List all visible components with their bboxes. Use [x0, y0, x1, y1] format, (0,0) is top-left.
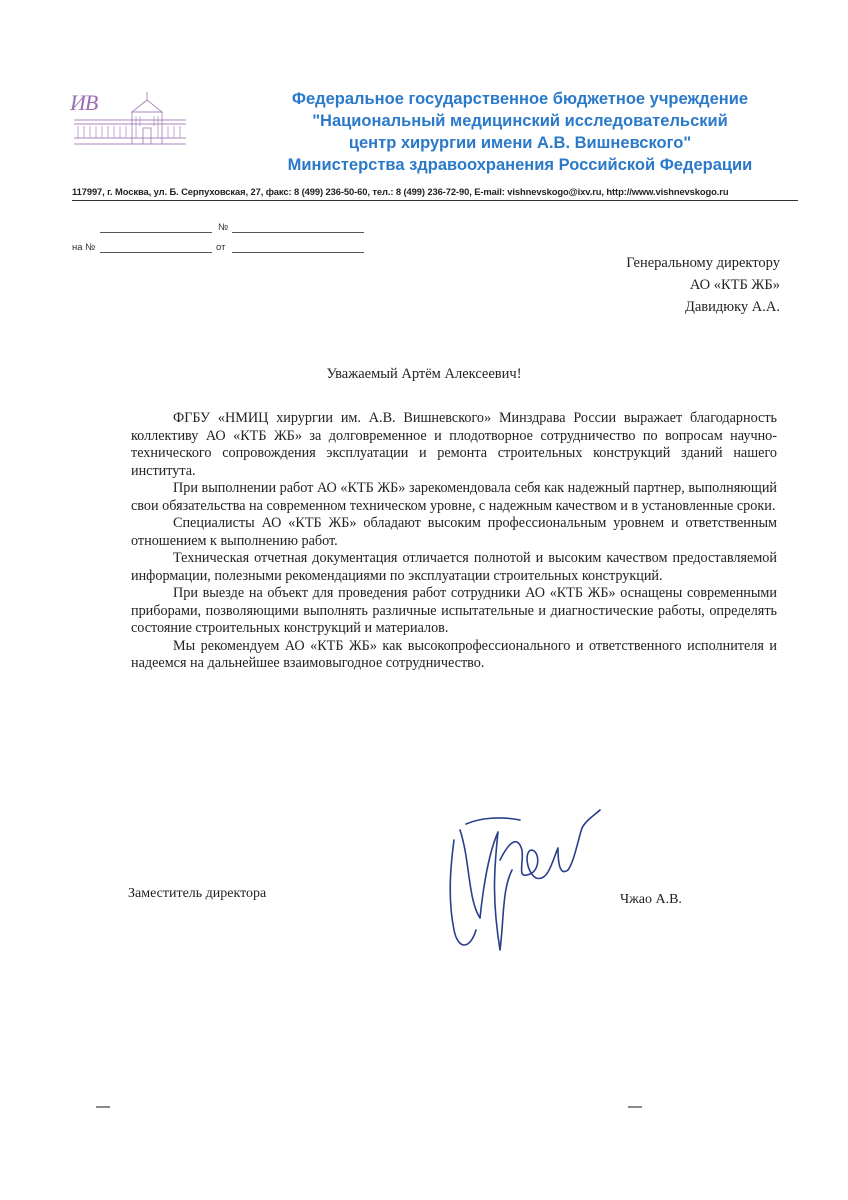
- reference-number-blank: [100, 252, 212, 253]
- organization-name: [240, 88, 800, 176]
- addressee-block: [626, 252, 780, 318]
- signatory-name: Чжао А.В.: [620, 892, 682, 907]
- handwritten-signature: [440, 800, 610, 960]
- outgoing-date-blank: [232, 232, 364, 233]
- org-line-1: Федеральное государственное бюджетное учреждение: [291, 90, 749, 108]
- scan-mark: [628, 1106, 642, 1108]
- addressee-line: Генеральному директору: [626, 255, 780, 271]
- addressee-line: Давидюку А.А.: [684, 299, 780, 315]
- addressee-line: АО «КТБ ЖБ»: [689, 277, 780, 293]
- org-line-4: Министерства здравоохранения Российской Федерации: [287, 156, 753, 174]
- salutation: Уважаемый Артём Алексеевич!: [326, 366, 522, 382]
- na-num-label: на №: [72, 242, 96, 253]
- org-line-2: "Национальный медицинский исследовательский: [312, 112, 728, 130]
- body-paragraph: Мы рекомендуем АО «КТБ ЖБ» как высокопрофессионального и ответственного исполнителя и надеемся на дальнейшее взаимовыгодное сотрудничество.: [131, 637, 777, 671]
- institute-logo: [70, 88, 188, 154]
- body-paragraph: Техническая отчетная документация отличается полнотой и высоким качеством предоставляемой информации, полезными рекомендациями по эксплуатации строительных конструкций.: [131, 550, 777, 584]
- letterhead-divider: [72, 200, 798, 201]
- num-label: №: [218, 222, 229, 233]
- from-label: от: [216, 242, 226, 253]
- scan-mark: [96, 1106, 110, 1108]
- contact-line: 117997, г. Москва, ул. Б. Серпуховская, 27, факс: 8 (499) 236-50-60, тел.: 8 (499) 236-72-90, E-mail: vishnevskogo@ixv.ru, http://www.vishnevskogo.ru: [72, 186, 729, 197]
- body-paragraph: При выполнении работ АО «КТБ ЖБ» зарекомендовала себя как надежный партнер, выполняющий свои обязательства на современном техническом уровне, с надежным качеством и в установленные сроки.: [131, 480, 777, 514]
- outgoing-number-blank: [100, 232, 212, 233]
- org-line-3: центр хирургии имени А.В. Вишневского": [348, 134, 692, 152]
- body-paragraph: ФГБУ «НМИЦ хирургии им. А.В. Вишневского» Минздрава России выражает благодарность коллективу АО «КТБ ЖБ» за долговременное и плодотворное сотрудничество по вопросам научно-технического сопровождения эксплуатации и ремонта строительных конструкций зданий нашего института.: [131, 410, 777, 479]
- body-paragraph: При выезде на объект для проведения работ сотрудники АО «КТБ ЖБ» оснащены современными приборами, позволяющими выполнять различные испытательные и диагностические работы, определять состояние строительных конструкций и материалов.: [131, 585, 777, 636]
- body-paragraph: Специалисты АО «КТБ ЖБ» обладают высоким профессиональным уровнем и ответственным отношением к выполнению работ.: [131, 515, 777, 549]
- letter-body: [131, 410, 777, 673]
- signatory-role: Заместитель директора: [128, 886, 267, 901]
- logo-monogram: ИВ: [70, 90, 98, 115]
- reference-date-blank: [232, 252, 364, 253]
